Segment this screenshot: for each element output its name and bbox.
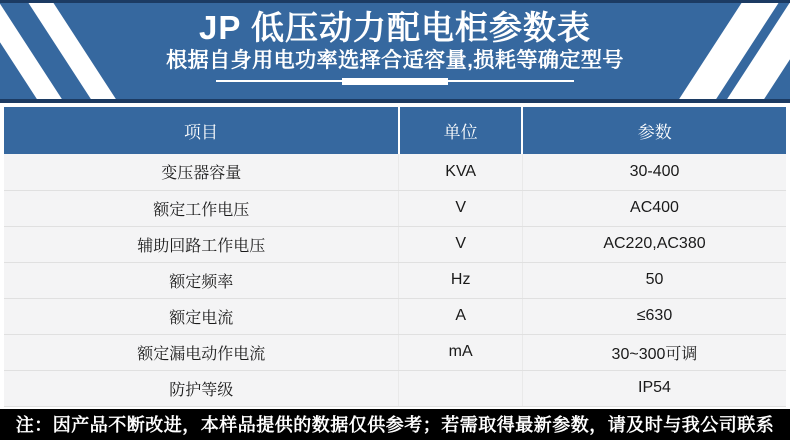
cell-value: ≤630 (522, 298, 786, 334)
footer-note: 注：因产品不断改进，本样品提供的数据仅供参考；若需取得最新参数，请及时与我公司联系 (15, 415, 775, 435)
cell-unit: V (399, 190, 523, 226)
cell-unit: A (399, 298, 523, 334)
cell-unit: Hz (399, 262, 523, 298)
cell-value: AC400 (522, 190, 786, 226)
spec-table-body (4, 154, 786, 406)
col-header-unit: 单位 (399, 107, 523, 154)
col-header-param: 参数 (522, 107, 786, 154)
table-row (4, 262, 786, 298)
title-divider (216, 78, 574, 85)
cell-item: 额定漏电动作电流 (4, 334, 399, 370)
cell-unit: V (399, 226, 523, 262)
cell-item: 额定电流 (4, 298, 399, 334)
cell-unit (399, 370, 523, 406)
table-row (4, 334, 786, 370)
footer-note-bar (0, 409, 790, 440)
table-row (4, 154, 786, 190)
cell-item: 防护等级 (4, 370, 399, 406)
cell-value: IP54 (522, 370, 786, 406)
cell-item: 额定频率 (4, 262, 399, 298)
spec-table-wrapper (4, 107, 786, 407)
cell-value: 30~300可调 (522, 334, 786, 370)
col-header-item: 项目 (4, 107, 399, 154)
cell-unit: KVA (399, 154, 523, 190)
cell-value: 50 (522, 262, 786, 298)
table-row (4, 370, 786, 406)
page-title: JP 低压动力配电柜参数表 (199, 9, 591, 46)
table-row (4, 298, 786, 334)
cell-item: 变压器容量 (4, 154, 399, 190)
cell-item: 额定工作电压 (4, 190, 399, 226)
cell-value: AC220,AC380 (522, 226, 786, 262)
table-header-row (4, 107, 786, 154)
table-row (4, 190, 786, 226)
table-row (4, 226, 786, 262)
hero-content (0, 3, 790, 85)
cell-value: 30-400 (522, 154, 786, 190)
cell-unit: mA (399, 334, 523, 370)
page-subtitle: 根据自身用电功率选择合适容量,损耗等确定型号 (166, 49, 624, 72)
cell-item: 辅助回路工作电压 (4, 226, 399, 262)
hero-banner (0, 0, 790, 103)
spec-table (4, 107, 786, 407)
